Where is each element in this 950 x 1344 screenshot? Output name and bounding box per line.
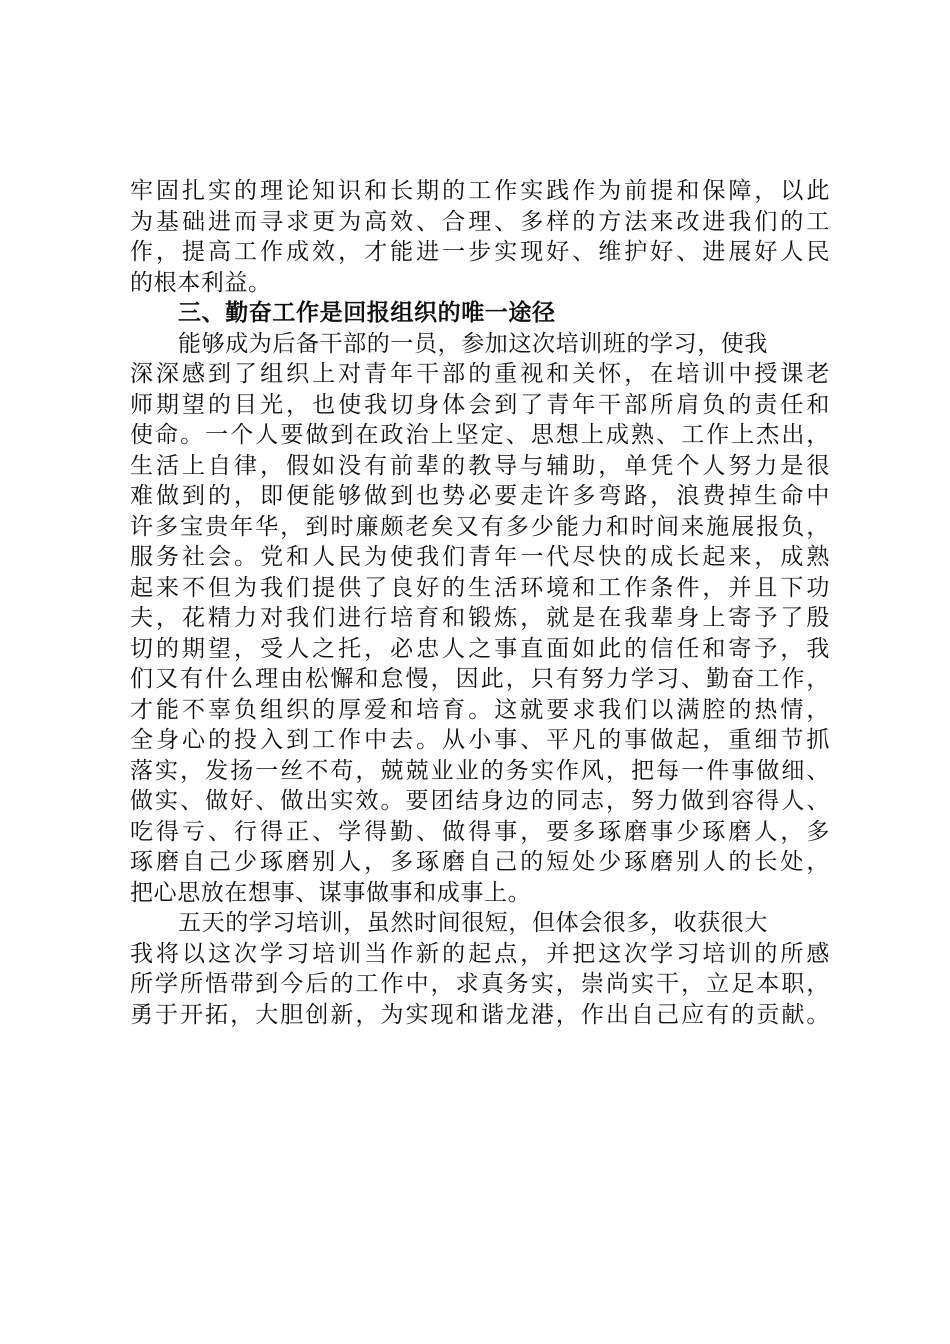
paragraph-line: 落实，发扬一丝不苟，兢兢业业的务实作风，把每一件事做细、 xyxy=(130,757,830,784)
paragraph-line: 起来不但为我们提供了良好的生活环境和工作条件，并且下功 xyxy=(130,574,830,601)
paragraph-line: 使命。一个人要做到在政治上坚定、思想上成熟、工作上杰出， xyxy=(130,422,830,448)
paragraph-line: 勇于开拓，大胆创新，为实现和谐龙港，作出自己应有的贡献。 xyxy=(130,1001,830,1028)
paragraph-line: 夫，花精力对我们进行培育和锻炼，就是在我辈身上寄予了殷 xyxy=(130,605,830,631)
paragraph-line: 为基础进而寻求更为高效、合理、多样的方法来改进我们的工 xyxy=(130,208,830,235)
paragraph-line: 切的期望，受人之托，必忠人之事直面如此的信任和寄予，我 xyxy=(130,635,830,662)
paragraph-line: 牢固扎实的理论知识和长期的工作实践作为前提和保障，以此 xyxy=(130,178,830,204)
paragraph-line: 师期望的目光，也使我切身体会到了青年干部所肩负的责任和 xyxy=(130,391,830,418)
paragraph-line: 许多宝贵年华，到时廉颇老矣又有多少能力和时间来施展报负， xyxy=(130,513,830,540)
paragraph-line: 把心思放在想事、谋事做事和成事上。 xyxy=(130,879,532,906)
paragraph-line: 作，提高工作成效，才能进一步实现好、维护好、进展好人民 xyxy=(130,239,830,265)
body-text xyxy=(130,176,830,1030)
paragraph-line: 能够成为后备干部的一员，参加这次培训班的学习，使我 xyxy=(178,330,768,357)
section-heading: 三、勤奋工作是回报组织的唯一途径 xyxy=(178,300,556,326)
paragraph-line: 全身心的投入到工作中去。从小事、平凡的事做起，重细节抓 xyxy=(130,727,830,753)
paragraph-line: 吃得亏、行得正、学得勤、做得事，要多琢磨事少琢磨人，多 xyxy=(130,818,830,845)
paragraph-line: 才能不辜负组织的厚爱和培育。这就要求我们以满腔的热情， xyxy=(130,696,830,723)
paragraph-line: 五天的学习培训，虽然时间很短，但体会很多，收获很大 xyxy=(178,910,768,936)
paragraph-line: 的根本利益。 xyxy=(130,269,272,296)
paragraph-line: 生活上自律，假如没有前辈的教导与辅助，单凭个人努力是很 xyxy=(130,452,830,479)
paragraph-line: 们又有什么理由松懈和怠慢，因此，只有努力学习、勤奋工作， xyxy=(130,666,830,692)
paragraph-line: 做实、做好、做出实效。要团结身边的同志，努力做到容得人、 xyxy=(130,788,830,814)
paragraph-line: 琢磨自己少琢磨别人，多琢磨自己的短处少琢磨别人的长处， xyxy=(130,849,830,875)
paragraph-line: 我将以这次学习培训当作新的起点，并把这次学习培训的所感 xyxy=(130,940,830,967)
paragraph-line: 深深感到了组织上对青年干部的重视和关怀，在培训中授课老 xyxy=(130,361,830,387)
paragraph-line: 所学所悟带到今后的工作中，求真务实，崇尚实干，立足本职， xyxy=(130,971,830,997)
paragraph-line: 难做到的，即便能够做到也势必要走许多弯路，浪费掉生命中 xyxy=(130,483,830,509)
paragraph-line: 服务社会。党和人民为使我们青年一代尽快的成长起来，成熟 xyxy=(130,544,830,570)
